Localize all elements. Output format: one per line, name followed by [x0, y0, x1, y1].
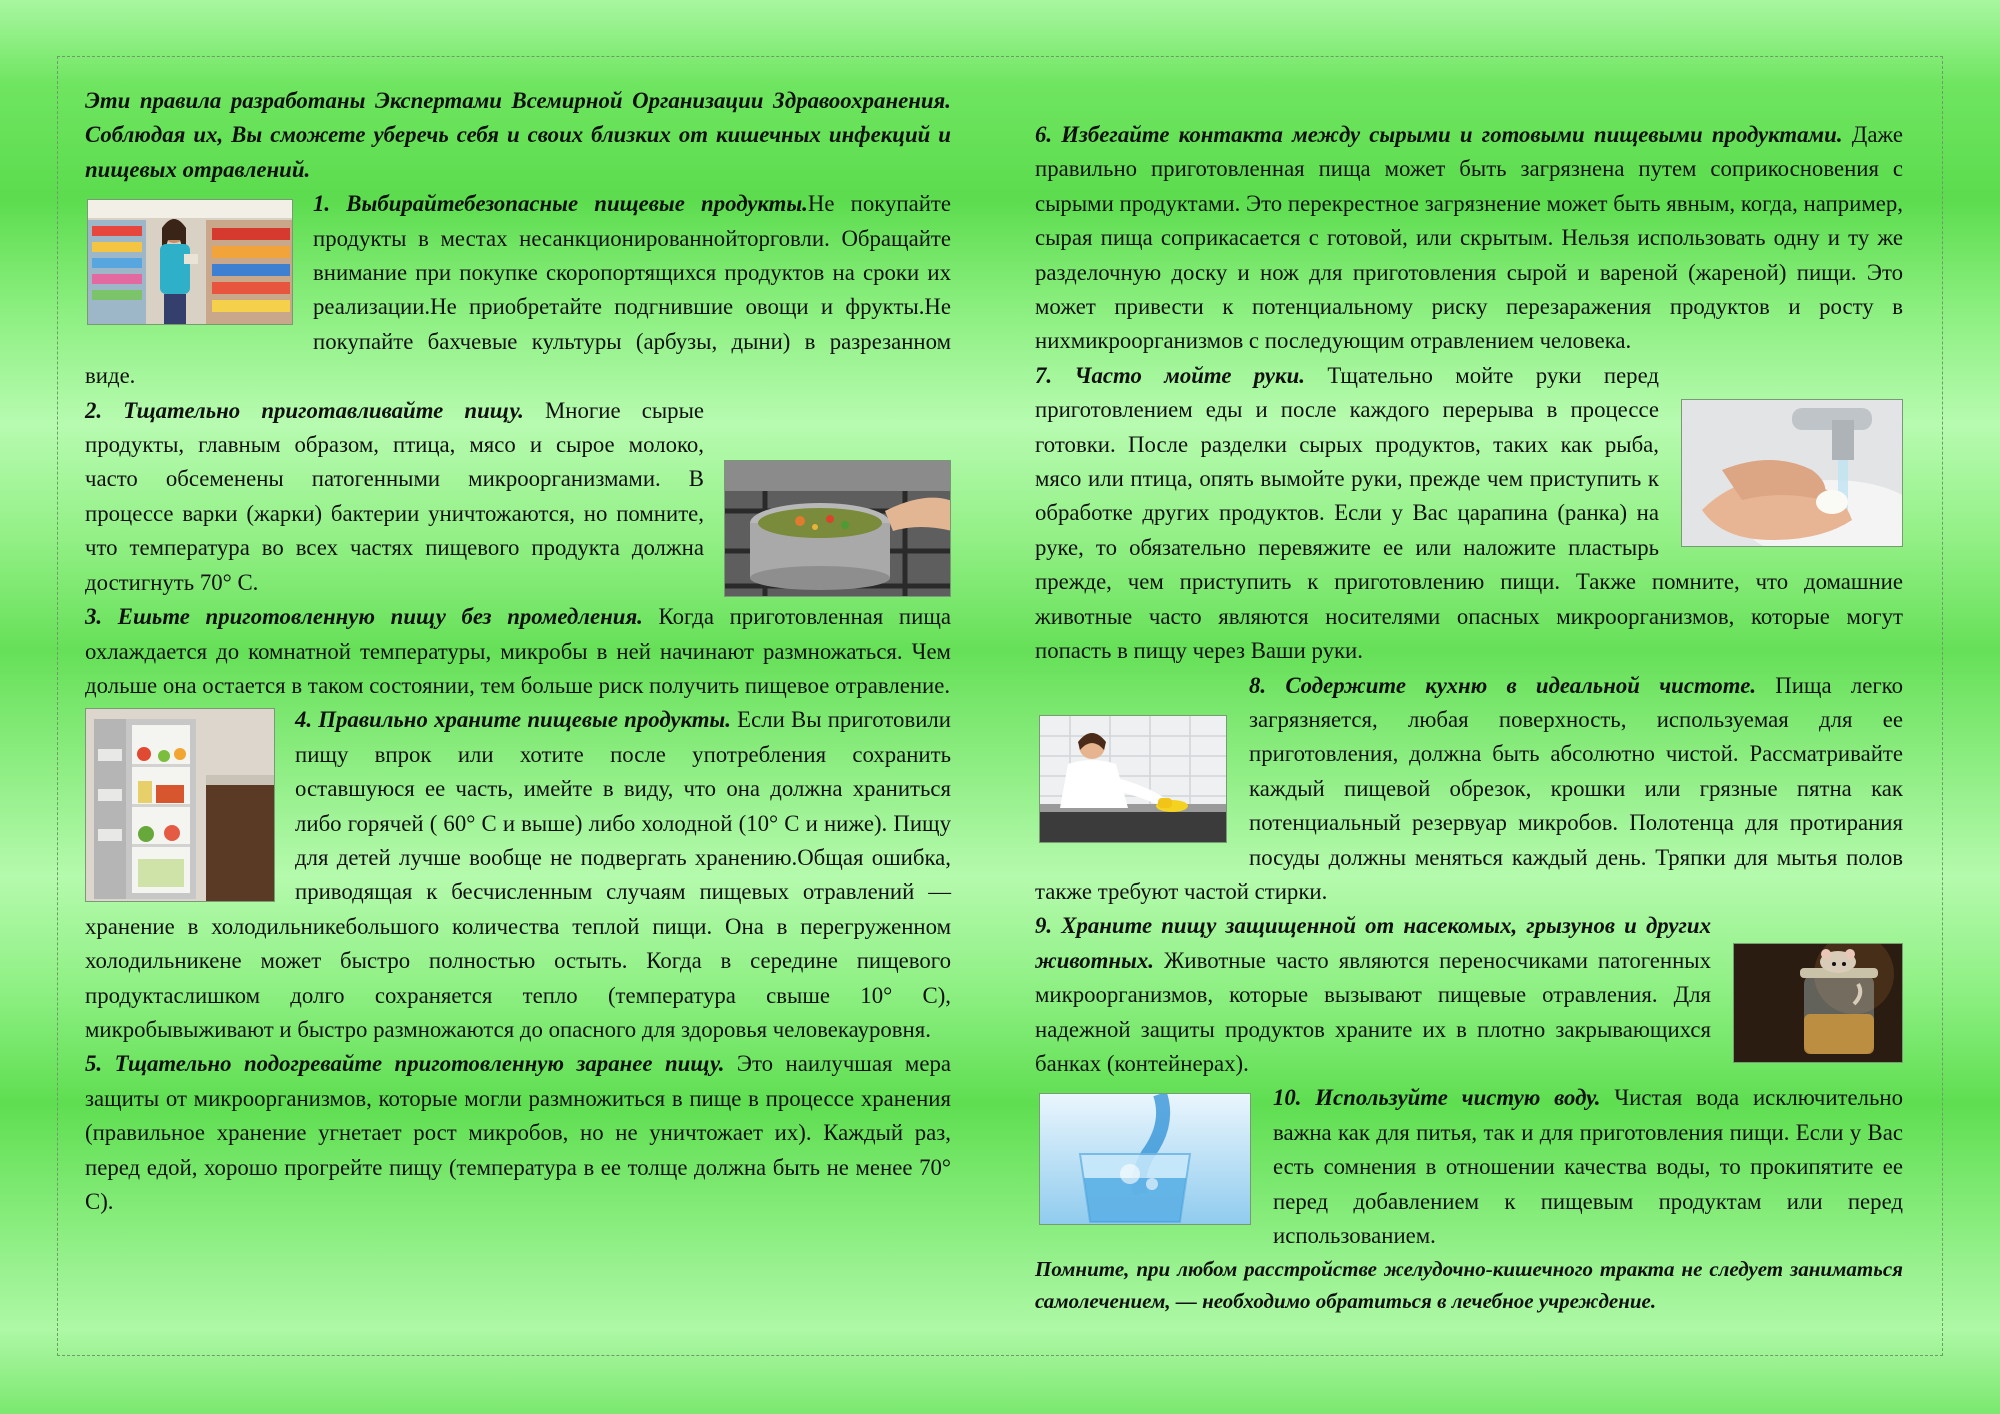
intro-text: Эти правила разработаны Экспертами Всемирной Организации Здравоохранения. Соблюдая их, Вы сможете уберечь себя и своих близких от кишечных инфекций и пищевых отравлений. — [85, 88, 951, 182]
rule-7-text: Тщательно мойте руки перед приготовлением еды и после каждого перерыва в процессе готовки. После разделки сырых продуктов, таких как рыба, мясо или птица, опять вымойте руки, прежде чем приступить к обработке других продуктов. Если у Вас царапина (ранка) на руке, то обязательно перевяжите ее или наложите пластырь прежде, чем приступить к приготовлению пищи. Также помните, что домашние животные часто являются носителями опасных микроорганизмов, которые могут попасть в пищу через Ваши руки. — [1035, 362, 1903, 664]
kitchen-cleaning-photo — [1039, 715, 1227, 843]
rule-8-text: Пища легко загрязняется, любая поверхность, используемая для ее приготовления, должна быть абсолютно чистой. Рассматривайте каждый пищевой обрезок, крошки или грязные пятна как потенциальный резервуар микробов. Полотенца для протирания посуды должны меняться каждый день. Тряпки для мытья полов также требуют частой стирки. — [1035, 672, 1903, 904]
mouse-jar-photo — [1733, 943, 1903, 1063]
water-glass-photo — [1039, 1093, 1251, 1225]
rule-2-text: Многие сырые продукты, главным образом, птица, мясо и сырое молоко, часто обсеменены патогенными микроорганизмами. В процессе варки (жарки) бактерии уничтожаются, но помните, что температура во всех частях пищевого продукта должна достигнуть 70° С. — [85, 397, 704, 595]
supermarket-photo — [87, 199, 293, 325]
rule-9-title: 9. Храните пищу защищенной от насекомых, грызунов и других животных. — [1035, 913, 1711, 973]
rule-8-title: 8. Содержите кухню в идеальной чистоте. — [1249, 672, 1757, 698]
rule-3-text: Когда приготовленная пища охлаждается до комнатной температуры, микробы в ней начинают размножаться. Чем дольше она остается в таком состоянии, тем больше риск получить пищевое отравление. — [85, 604, 952, 698]
rule-6-text: Даже правильно приготовленная пища может быть загрязнена путем соприкосновения с сырыми продуктами. Это перекрестное загрязнение может быть явным, когда, например, сырая пища соприкасается с готовой, или скрытым. Нельзя использовать одну и ту же разделочную доску и нож для приготовления сырой и вареной (жареной) пищи. Это может привести к потенциальному риску перезаражения продуктов и росту в нихмикроорганизмов с последующим отравлением человека. — [1035, 122, 1904, 354]
rule-1-text: Не покупайте продукты в местах несанкционированнойторговли. Обращайте внимание при покупке скоропортящихся продуктов на сроки их реализации.Не приобретайте подгнившие овощи и фрукты.Не покупайте бахчевые культуры (арбузы, дыни) в разрезанном виде. — [85, 191, 951, 389]
rule-5-title: 5. Тщательно подогревайте приготовленную заранее пищу. — [85, 1051, 725, 1077]
rule-10-title: 10. Используйте чистую воду. — [1273, 1085, 1601, 1111]
rule-4-title: 4. Правильно храните пищевые продукты. — [295, 707, 731, 733]
rule-3-title: 3. Ешьте приготовленную пищу без промедления. — [85, 604, 643, 630]
rule-1-title: 1. Выбирайтебезопасные пищевые продукты. — [313, 191, 808, 217]
rule-5 — [85, 1047, 951, 1219]
rule-6 — [1035, 118, 1903, 359]
rule-3 — [85, 600, 951, 703]
rule-6-title: 6. Избегайте контакта между сырыми и готовыми пищевыми продуктами. — [1035, 122, 1843, 147]
right-column — [1035, 118, 1903, 1317]
left-column — [85, 84, 951, 1219]
rule-9-text: Животные часто являются переносчиками патогенных микроорганизмов, которые вызывают пищевые отравления. Для надежной защиты продуктов храните их в плотно закрывающихся банках (контейнерах). — [1035, 947, 1711, 1076]
refrigerator-photo — [85, 708, 275, 902]
rule-10-text: Чистая вода исключительно важна как для питья, так и для приготовления пищи. Если у Вас есть сомнения в отношении качества воды, то прокипятите ее перед добавлением к пищевым продуктам или перед использованием. — [1273, 1085, 1903, 1248]
rule-7-title: 7. Часто мойте руки. — [1035, 362, 1305, 388]
rule-4-text: Если Вы приготовили пищу впрок или хотите после употребления сохранить оставшуюся ее часть, имейте в виду, что она должна храниться либо горячей ( 60° С и выше) либо холодной (10° С и ниже). Пищу для детей лучше вообще не подвергать хранению.Общая ошибка, приводящая к бесчисленным случаям пищевых отравлений — хранение в холодильникебольшого количества теплой пищи. Она в перегруженном холодильникене может быстро полностью остыть. Когда в середине пищевого продуктаслишком долго сохраняется тепло (температура свыше 10° С), микробывыживают и быстро размножаются до опасного для здоровья человекауровня. — [85, 707, 951, 1042]
rule-5-text: Это наилучшая мера защиты от микроорганизмов, которые могли размножиться в пище в процессе хранения (правильное хранение угнетает рост микробов, но не уничтожает их). Каждый раз, перед едой, хорошо прогрейте пищу (температура в ее толще должна быть не менее 70° С). — [85, 1051, 951, 1214]
rule-2-title: 2. Тщательно приготавливайте пищу. — [85, 397, 524, 423]
hand-washing-photo — [1681, 399, 1903, 547]
outro-text: Помните, при любом расстройстве желудочно-кишечного тракта не следует заниматься самолечением, — необходимо обратиться в лечебное учреждение. — [1035, 1257, 1903, 1314]
cooking-pot-photo — [724, 460, 951, 597]
